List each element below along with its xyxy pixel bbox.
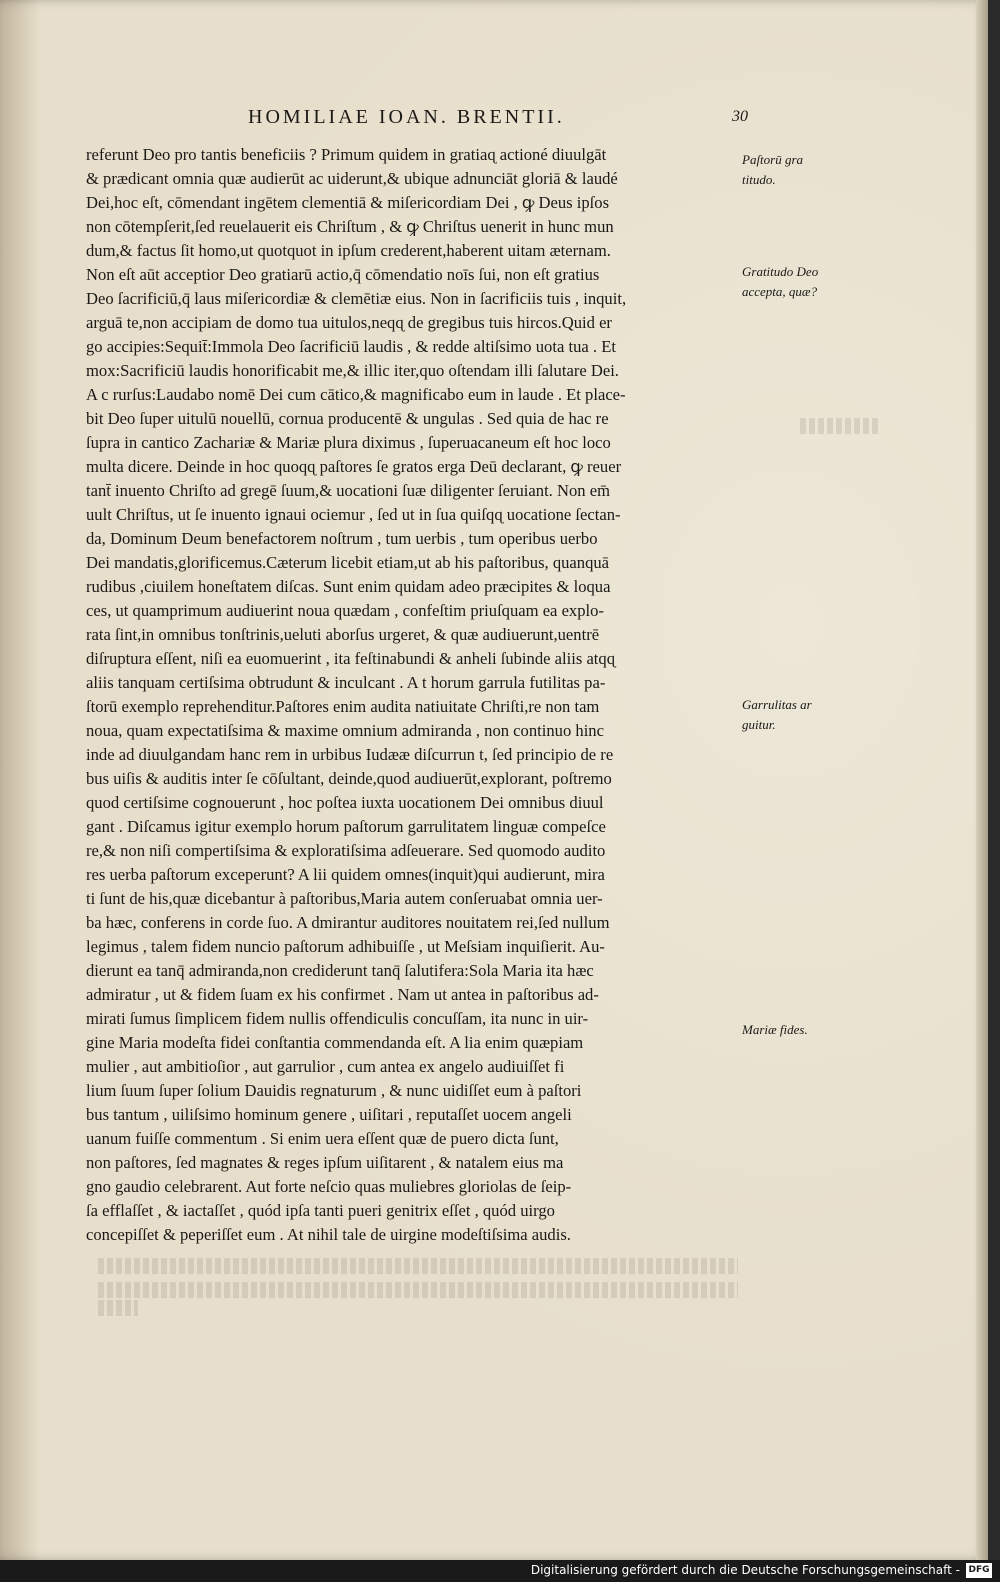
text-line: da, Dominum Deum benefactorem noſtrum , tum uerbis , tum operibus uerbo — [86, 529, 598, 548]
text-line: dum,& factus ſit homo,ut quotquot in ipſum crederent,haberent uitam æternam. — [86, 241, 611, 260]
marginal-note: Garrulitas ar guitur. — [742, 697, 812, 732]
text-line: gno gaudio celebrarent. Aut forte neſcio quas muliebres gloriolas de ſeip- — [86, 1177, 572, 1196]
digitization-credit: Digitalisierung gefördert durch die Deutsche Forschungsgemeinschaft - — [530, 1563, 960, 1577]
text-line: & prædicant omnia quæ audierūt ac uiderunt,& ubique adnunciāt gloriā & laudé — [86, 169, 618, 188]
text-line: ces, ut quamprimum audiuerint noua quædam , confeſtim priuſquam ea explo- — [86, 601, 604, 620]
text-line: quod certiſsime cognouerunt , hoc poſtea iuxta uocationem Dei omnibus diuul — [86, 793, 604, 812]
text-line: A c rurſus:Laudabo nomē Dei cum cātico,& magnificabo eum in laude . Et place- — [86, 385, 626, 404]
text-line: rudibus ,ciuilem honeſtatem diſcas. Sunt enim quidam adeo præcipites & loqua — [86, 577, 611, 596]
text-line: Deo ſacrificiū,q̄ laus miſericordiæ & clemētiæ eius. Non in ſacrificiis tuis , inquit, — [86, 289, 627, 308]
text-line: concepiſſet & peperiſſet eum . At nihil tale de uirgine modeſtiſsima audis. — [86, 1225, 571, 1244]
text-line: mox:Sacrificiū laudis honorificabit me,& illic iter,quo oſtendam illi ſalutare Dei. — [86, 361, 619, 380]
text-line: lium ſuum ſuper ſolium Dauidis regnaturum , & nunc uidiſſet eum à paſtori — [86, 1081, 582, 1100]
text-line: bit Deo ſuper uitulū nouellū, cornua producentē & ungulas . Sed quia de hac re — [86, 409, 609, 428]
running-title: HOMILIAE IOAN. BRENTII. — [248, 106, 565, 128]
text-line: ſtorū exemplo reprehenditur.Paſtores enim audita natiuitate Chriſti,re non tam — [86, 697, 600, 716]
text-line: non paſtores, ſed magnates & reges ipſum uiſitarent , & natalem eius ma — [86, 1153, 564, 1172]
text-line: noua, quam expectatiſsima & maxime omnium admiranda , non continuo hinc — [86, 721, 604, 740]
text-line: Dei,hoc eſt, cōmendant ingētem clementiā & miſericordiam Dei , ꝙ Deus ipſos — [86, 193, 610, 212]
marginal-note: Paſtorū gra titudo. — [742, 152, 804, 187]
text-line: gant . Diſcamus igitur exemplo horum paſtorum garrulitatem linguæ compeſce — [86, 817, 606, 836]
text-line: inde ad diuulgandam hanc rem in urbibus Iudææ diſcurrun t, ſed principio de re — [86, 745, 614, 764]
text-line: gine Maria modeſta fidei conſtantia commendanda eſt. A lia enim quæpiam — [86, 1033, 584, 1052]
text-line: ba hæc, conferens in corde ſuo. A dmirantur auditores nouitatem rei,ſed nullum — [86, 913, 610, 932]
show-through-text — [98, 1258, 738, 1274]
text-line: legimus , talem fidem nuncio paſtorum adhibuiſſe , ut Meſsiam inquiſierit. Au- — [86, 937, 605, 956]
marginal-note: Mariæ fides. — [742, 1022, 808, 1037]
text-line: uult Chriſtus, ut ſe inuento ignaui ociemur , ſed ut in ſua quiſqɋ uocatione ſectan- — [86, 505, 621, 524]
text-line: re,& non niſi compertiſsima & exploratiſsima adſeuerare. Sed quomodo audito — [86, 841, 606, 860]
text-line: non cōtempſerit,ſed reuelauerit eis Chriſtum , & ꝙ Chriſtus uenerit in hunc mun — [86, 217, 614, 236]
text-line: Dei mandatis,glorificemus.Cæterum licebit etiam,ut ab his paſtoribus, quanquā — [86, 553, 610, 572]
folio-number: 30 — [732, 108, 748, 125]
text-line: go accipies:Sequit̄:Immola Deo ſacrificiū laudis , & redde altiſsimo uota tua . Et — [86, 337, 616, 356]
text-line: diſruptura eſſent, niſi ea euomuerint , ita feſtinabundi & anheli ſubinde aliis atqɋ — [86, 649, 616, 668]
dfg-logo: DFG — [966, 1563, 992, 1578]
text-line: admiratur , ut & fidem ſuam ex his confirmet . Nam ut antea in paſtoribus ad- — [86, 985, 599, 1004]
show-through-text — [98, 1282, 738, 1298]
text-line: tant̄ inuento Chriſto ad gregē ſuum,& uocationi ſuæ diligenter ſeruiant. Non em̄ — [86, 481, 610, 500]
text-line: mirati ſumus ſimplicem fidem nullis offendiculis concuſſam, ita nunc in uir- — [86, 1009, 589, 1028]
text-line: rata ſint,in omnibus tonſtrinis,ueluti aborſus urgeret, & quæ audiuerunt,uentrē — [86, 625, 600, 644]
text-line: uanum fuiſſe commentum . Si enim uera eſſent quæ de puero dicta ſunt, — [86, 1129, 559, 1148]
text-line: res uerba paſtorum exceperunt? A lii quidem omnes(inquit)qui audierunt, mira — [86, 865, 605, 884]
show-through-text — [98, 1300, 138, 1316]
text-line: ti ſunt de his,quæ dicebantur à paſtoribus,Maria autem conſeruabat omnia uer- — [86, 889, 603, 908]
text-line: ſa efflaſſet , & iactaſſet , quód ipſa tanti pueri genitrix eſſet , quód uirgo — [86, 1201, 555, 1220]
text-line: referunt Deo pro tantis beneficiis ? Primum quidem in gratiaɋ actioné diuulgāt — [86, 145, 607, 164]
main-text-block — [86, 143, 738, 1247]
text-line: arguā te,non accipiam de domo tua uitulos,neqɋ de gregibus tuis hircos.Quid er — [86, 313, 612, 332]
digitization-footer — [0, 1560, 1000, 1582]
marginal-note: Gratitudo Deo accepta, quæ? — [742, 264, 819, 299]
text-line: bus tantum , uiliſsimo hominum genere , uiſitari , reputaſſet uocem angeli — [86, 1105, 572, 1124]
text-line: dierunt ea tanq̄ admiranda,non crediderunt tanq̄ ſalutifera:Sola Maria ita hæc — [86, 961, 594, 980]
text-line: ſupra in cantico Zachariæ & Mariæ plura diximus , ſuperuacaneum eſt hoc loco — [86, 433, 611, 452]
text-line: mulier , aut ambitioſior , aut garrulior , cum antea ex angelo audiuiſſet fi — [86, 1057, 565, 1076]
text-line: aliis tanquam certiſsima obtrudunt & inculcant . A t horum garrula futilitas pa- — [86, 673, 606, 692]
text-line: Non eſt aūt acceptior Deo gratiarū actio,q̄ cōmendatio noīs ſui, non eſt gratius — [86, 265, 600, 284]
text-line: multa dicere. Deinde in hoc quoqɋ paſtores ſe gratos erga Deū declarant, ꝙ reuer — [86, 457, 622, 476]
page-edge — [976, 0, 988, 1560]
show-through-text — [800, 418, 880, 434]
text-line: bus uiſis & auditis inter ſe cōſultant, deinde,quod audiuerūt,explorant, poſtremo — [86, 769, 612, 788]
